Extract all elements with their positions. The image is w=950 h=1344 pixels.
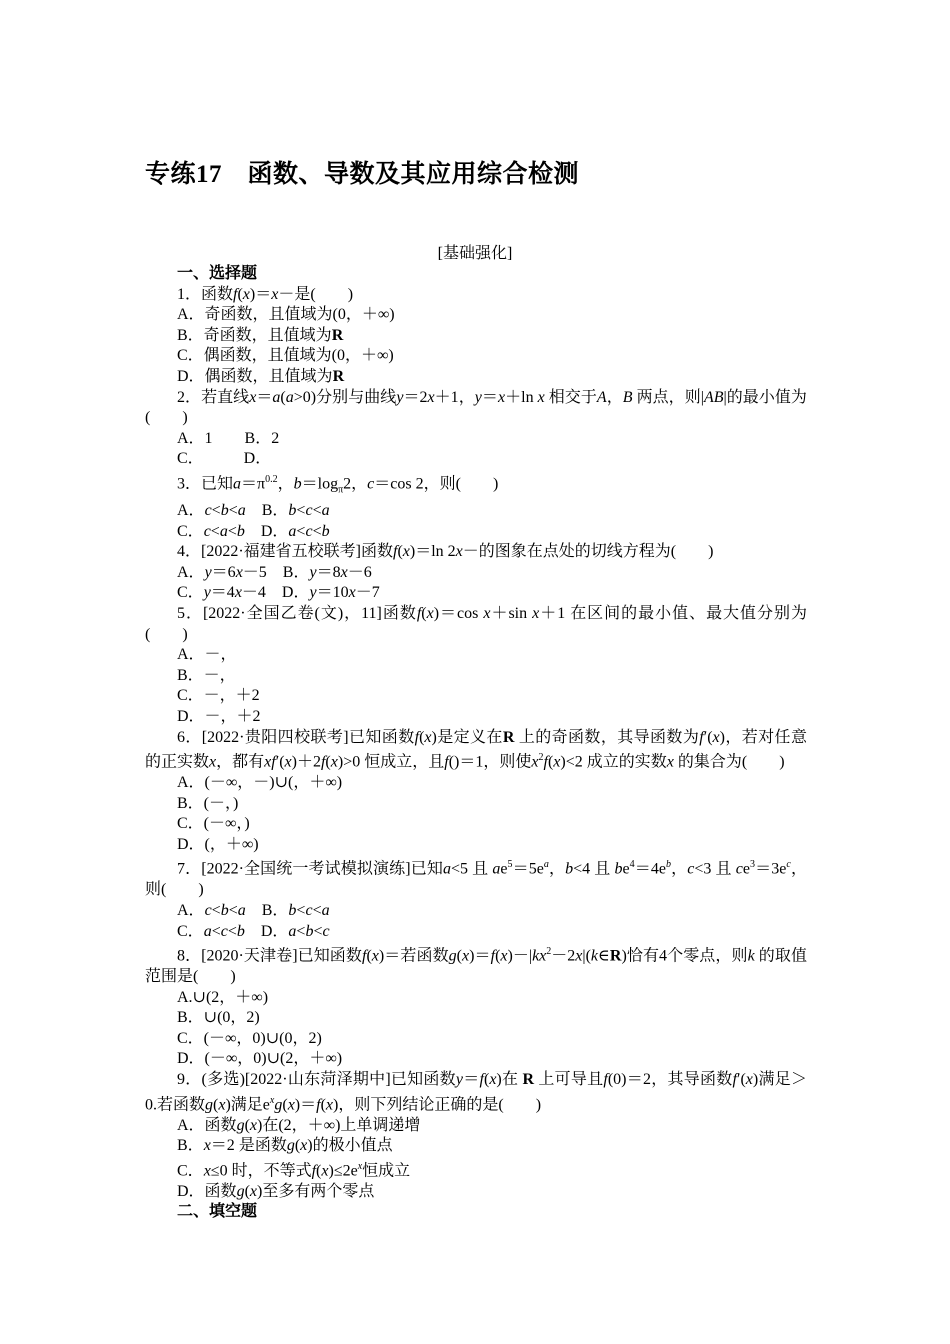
- question-9-option-d: D．函数g(x)至多有两个零点: [177, 1182, 375, 1200]
- question-6-option-d: D．(，＋∞): [177, 835, 259, 853]
- question-5-option-a: A．－，: [177, 646, 237, 664]
- section-heading-choice: 一、选择题: [177, 265, 258, 282]
- question-2-options-ab: A．1 B．2: [177, 429, 280, 447]
- question-3-options-cd: C．c<a<b D．a<c<b: [177, 522, 330, 540]
- question-1-option-c: C．偶函数，且值域为(0，＋∞): [177, 347, 394, 365]
- question-6-stem: 6．[2022·贵阳四校联考]已知函数f(x)是定义在R 上的奇函数，其导函数为f′(x)，若对任意的正实数x，都有xf′(x)＋2f(x)>0 恒成立，且f()＝1，则使$x^2f(x)<2$ 成立的实数x 的集合为( ): [145, 728, 807, 771]
- section-heading-fill-in: 二、填空题: [177, 1203, 258, 1221]
- question-7-options-ab: A．c<b<a B．b<c<a: [177, 901, 330, 919]
- question-4-options-cd: C．y＝4x－4 D．y＝10x－7: [177, 584, 380, 602]
- section-subheading: [基础强化]: [437, 245, 513, 262]
- question-6-option-b: B．(－，): [177, 794, 239, 812]
- question-1-stem: 1．函数f(x)＝x－是( ): [177, 285, 354, 303]
- question-8-option-b: B．∪(0，2): [177, 1009, 260, 1027]
- question-8-option-d: D．(－∞，0)∪(2，＋∞): [177, 1050, 343, 1068]
- question-5-option-c: C．－，＋2: [177, 687, 260, 705]
- question-6-option-a: A．(－∞，－)∪(，＋∞): [177, 774, 343, 792]
- question-9-option-b: B．x＝2 是函数g(x)的极小值点: [177, 1137, 393, 1155]
- question-2-options-cd: C． D．: [177, 450, 272, 468]
- question-7-stem: 7．[2022·全国统一考试模拟演练]已知a<5 且 $ae^5=5e^a$，b<4 且 $be^4=4e^b$，c<3 且 $ce^3=3e^c$，则( ): [145, 859, 807, 899]
- question-3-stem: 3．已知$a=\pi^{0.2}$，$b=\log_\pi 2$，c＝cos 2，则( ): [177, 473, 499, 496]
- question-4-stem: 4．[2022·福建省五校联考]函数f(x)＝ln 2x－的图象在点处的切线方程为( ): [177, 543, 714, 561]
- question-7-options-cd: C．a<c<b D．a<b<c: [177, 922, 330, 940]
- question-2-stem: 2．若直线x＝a(a>0)分别与曲线y＝2x＋1，y＝x＋ln x 相交于A，B 两点，则|AB|的最小值为( ): [145, 388, 807, 427]
- question-4-options-ab: A．y＝6x－5 B．y＝8x－6: [177, 563, 372, 581]
- question-8-stem: 8．[2020·天津卷]已知函数f(x)＝若函数$g(x)=f(x)-|kx^2-2x|(k\in R)$恰有4个零点，则k 的取值范围是( ): [145, 946, 807, 986]
- question-1-option-b: B．奇函数，且值域为R: [177, 326, 344, 344]
- question-6-option-c: C．(－∞，): [177, 815, 250, 833]
- question-3-options-ab: A．c<b<a B．b<c<a: [177, 502, 330, 520]
- question-5-stem: 5．[2022·全国乙卷(文)，11]函数f(x)＝cos x＋sin x＋1 在区间的最小值、最大值分别为( ): [145, 605, 807, 643]
- question-9-option-c: C．x≤0 时，不等式$f(x)\le 2e^x$恒成立: [177, 1160, 411, 1180]
- question-1-option-d: D．偶函数，且值域为R: [177, 367, 345, 385]
- question-5-option-d: D．－，＋2: [177, 707, 261, 725]
- question-9-stem: 9．(多选)[2022·山东菏泽期中]已知函数y＝f(x)在 R 上可导且f(0)＝2，其导函数f′(x)满足＞0.若函数g(x)满足$e^xg(x)=f(x)$，则下列结论正确的是( ): [145, 1071, 807, 1113]
- page-title: 专练17 函数、导数及其应用综合检测: [145, 161, 580, 188]
- question-list: [145, 264, 807, 1223]
- question-5-option-b: B．－，: [177, 666, 236, 684]
- question-9-option-a: A．函数g(x)在(2，＋∞)上单调递增: [177, 1116, 421, 1134]
- question-8-option-c: C．(－∞，0)∪(0，2): [177, 1029, 322, 1047]
- question-1-option-a: A．奇函数，且值域为(0，＋∞): [177, 306, 395, 324]
- question-8-option-a: A.∪(2，＋∞): [177, 988, 269, 1006]
